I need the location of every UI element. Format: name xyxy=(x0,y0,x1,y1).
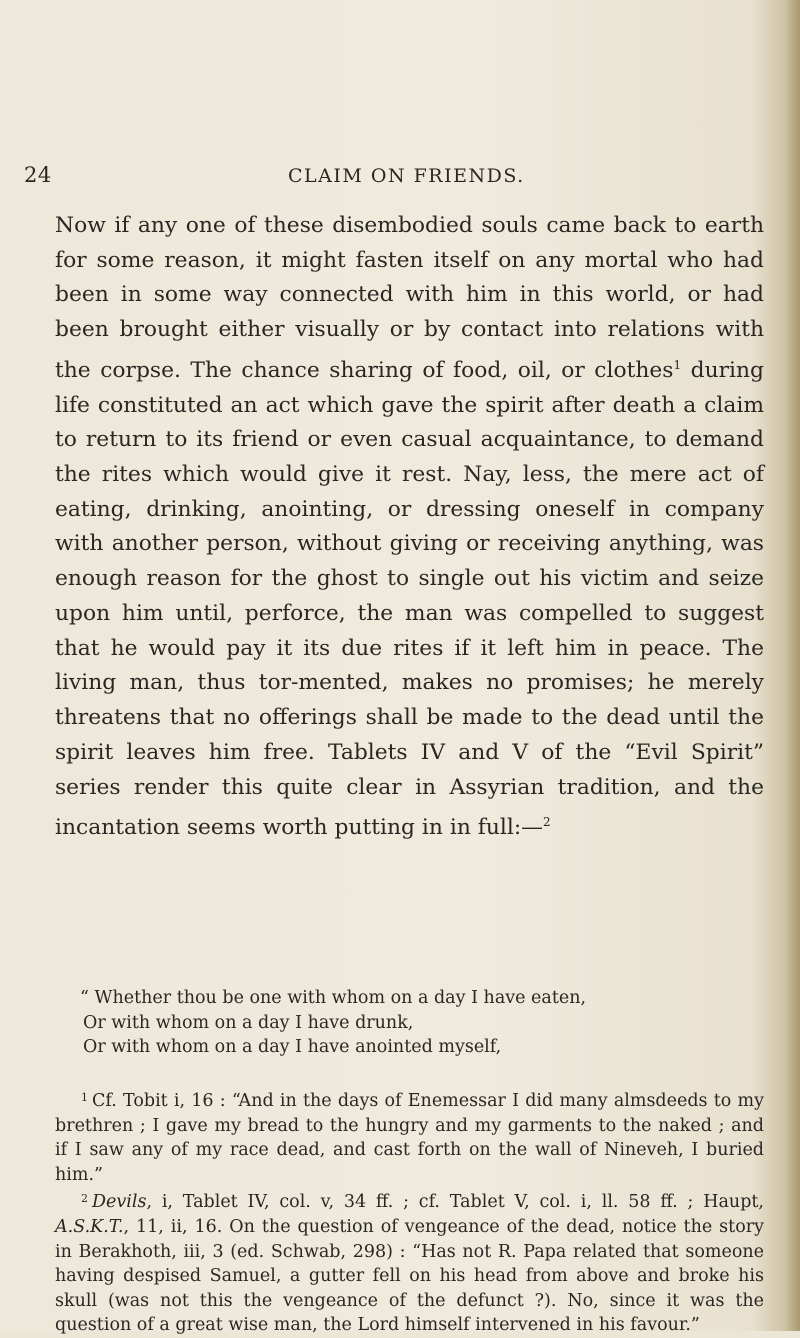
body-text-part-2: during life constituted an act which gave the spirit after death a claim to return to its friend or even casual acquaintance, to demand the rites which would give it rest. Nay, less, the mere act of eating, drinking, anointing, or dressing oneself in company with another person, without giving or receiving anything, was enough reason for the ghost to single out his victim and seize upon him until, perforce, the man was compelled to suggest that he would pay it its due rites if it left him in peace. The living man, thus tor-mented, makes no promises; he merely threatens that no offerings shall be made to the dead until the spirit leaves him free. Tablets IV and V of the “Evil Spirit” series render this quite clear in Assyrian tradition, and the incantation seems worth putting in in full:— xyxy=(55,357,764,841)
footnote-2 xyxy=(55,1187,764,1338)
footnote-ref-1: 1 xyxy=(673,357,682,372)
main-paragraph xyxy=(55,209,764,846)
body-text-part-1: Now if any one of these disembodied souls came back to earth for some reason, it might fasten itself on any mortal who had been in some way connected with him in this world, or had been brought either visually or by contact into relations with the corpse. The chance sharing of food, oil, or clothes xyxy=(55,213,764,383)
page-edge-shadow xyxy=(786,0,800,1331)
footnote-2-marker: 2 xyxy=(81,1192,88,1206)
footnote-ref-2: 2 xyxy=(542,815,551,830)
footnotes xyxy=(55,1086,764,1338)
footnote-2-text-b: , 11, ii, 16. On the question of vengeance of the dead, notice the story in Berakhoth, iii, 3 (ed. Schwab, 298) : “Has not R. Papa related that someone having despised Samuel, a gutter fell on his head from above and broke his skull (was not this the vengeance of the defunct ?). No, since it was the question of a great wise man, the Lord himself intervened in his favour.” xyxy=(55,1216,764,1336)
verse-line-3: Or with whom on a day I have anointed myself, xyxy=(83,1037,502,1057)
footnote-1-text: Cf. Tobit i, 16 : “And in the days of Enemessar I did many almsdeeds to my brethren ; I gave my bread to the hungry and my garments to the naked ; and if I saw any of my race dead, and cast forth on the wall of Nineveh, I buried him.” xyxy=(55,1091,764,1185)
footnote-2-title-askt: A.S.K.T. xyxy=(55,1216,124,1237)
footnote-1-marker: 1 xyxy=(81,1091,88,1104)
paragraph-text xyxy=(55,209,764,846)
footnote-2-title-devils: Devils xyxy=(92,1192,147,1213)
footnote-1 xyxy=(55,1086,764,1187)
footnote-2-text-a: , i, Tablet IV, col. v, 34 ff. ; cf. Tablet V, col. i, ll. 58 ff. ; Haupt, xyxy=(146,1192,764,1213)
verse-line-1: “ Whether thou be one with whom on a day I have eaten, xyxy=(80,988,587,1008)
verse-line-2: Or with whom on a day I have drunk, xyxy=(83,1012,414,1033)
incantation-quote xyxy=(80,986,760,1060)
page-number: 24 xyxy=(24,163,52,187)
page-header xyxy=(0,163,800,193)
running-head: CLAIM ON FRIENDS. xyxy=(288,165,525,187)
